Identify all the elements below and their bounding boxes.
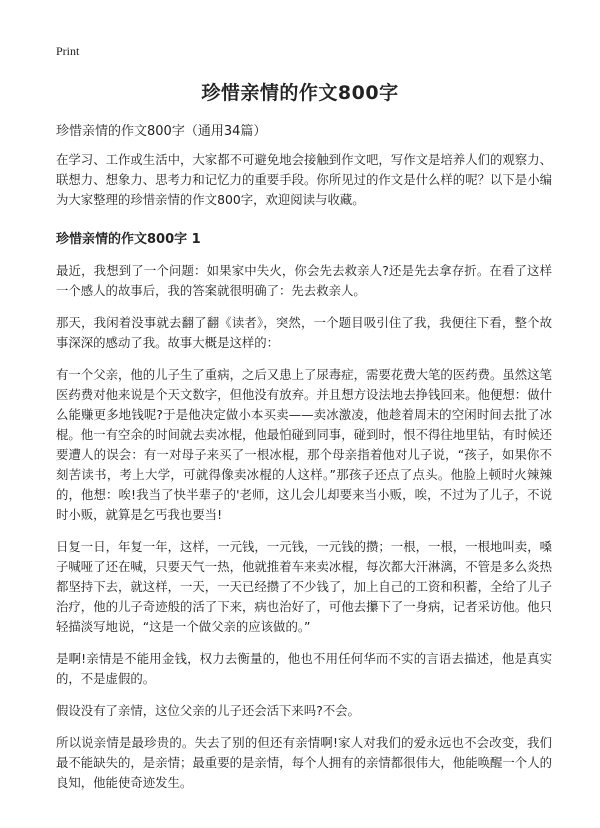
paragraph: 日复一日，年复一年，这样，一元钱，一元钱，一元钱的攒；一根，一根，一根地叫卖，嗓子喊哑了还在喊，只要天气一热，他就推着车来卖冰棍，每次都大汗淋漓，不管是多么炎热都坚持下去，就这样，一天，一天已经攒了不少钱了，加上自己的工资和积蓄，全给了儿子治疗，他的儿子奇迹般的活了下来，病也治好了，可他去攥下了一身病，记者采访他。他只轻描淡写地说，“这是一个做父亲的应该做的。” (56, 539, 552, 634)
paragraph: 有一个父亲，他的儿子生了重病，之后又患上了尿毒症，需要花费大笔的医药费。虽然这笔医药费对他来说是个天文数字，但他没有放弃。并且想方设法地去挣钱回来。他便想：做什么能赚更多地钱呢?于是他决定做小本买卖——卖冰激凌，他趁着周末的空闲时间去批了冰棍。他一有空余的时间就去卖冰棍，他最怕碰到同事，碰到时，恨不得往地里钻，有时候还要遭人的误会：有一对母子来买了一根冰棍，那个母亲指着他对儿子说，“孩子，如果你不刻苦读书，考上大学，可就得像卖冰棍的人这样。”那孩子还点了点头。他脸上顿时火辣辣的，他想：唉!我当了快半辈子的'老师，这儿会儿却要来当小贩，唉，不过为了儿子，不说时小贩，就算是乞丐我也要当! (56, 367, 552, 522)
section-heading: 珍惜亲情的作文800字 1 (56, 232, 201, 247)
subtitle: 珍惜亲情的作文800字（通用34篇） (56, 124, 267, 139)
intro-paragraph: 在学习、工作或生活中，大家都不可避免地会接触到作文吧，写作文是培养人们的观察力、联想力、想象力、思考力和记忆力的重要手段。你所见过的作文是什么样的呢？以下是小编为大家整理的珍惜亲情的作文800字，欢迎阅读与收藏。 (56, 152, 552, 207)
paragraph: 假设没有了亲情，这位父亲的儿子还会活下来吗?不会。 (56, 703, 360, 718)
page-title: 珍惜亲情的作文800字 (201, 82, 399, 104)
paragraph: 是啊!亲情是不能用金钱，权力去衡量的，他也不用任何华而不实的言语去描述，他是真实的，不是虚假的。 (56, 651, 552, 686)
paragraph: 那天，我闲着没事就去翻了翻《读者》，突然，一个题目吸引住了我，我便往下看，整个故事深深的感动了我。故事大概是这样的： (56, 315, 552, 350)
paragraph: 所以说亲情是最珍贵的。失去了别的但还有亲情啊!家人对我们的爱永远也不会改变，我们最不能缺失的，是亲情；最重要的是亲情，每个人拥有的亲情都很伟大，他能唤醒一个人的良知，他能使奇迹发生。 (56, 735, 552, 790)
article-body (56, 150, 552, 805)
print-link[interactable]: Print (56, 44, 80, 58)
paragraph: 最近，我想到了一个问题：如果家中失火，你会先去救亲人?还是先去拿存折。在看了这样一个感人的故事后，我的答案就很明确了：先去救亲人。 (56, 263, 552, 298)
